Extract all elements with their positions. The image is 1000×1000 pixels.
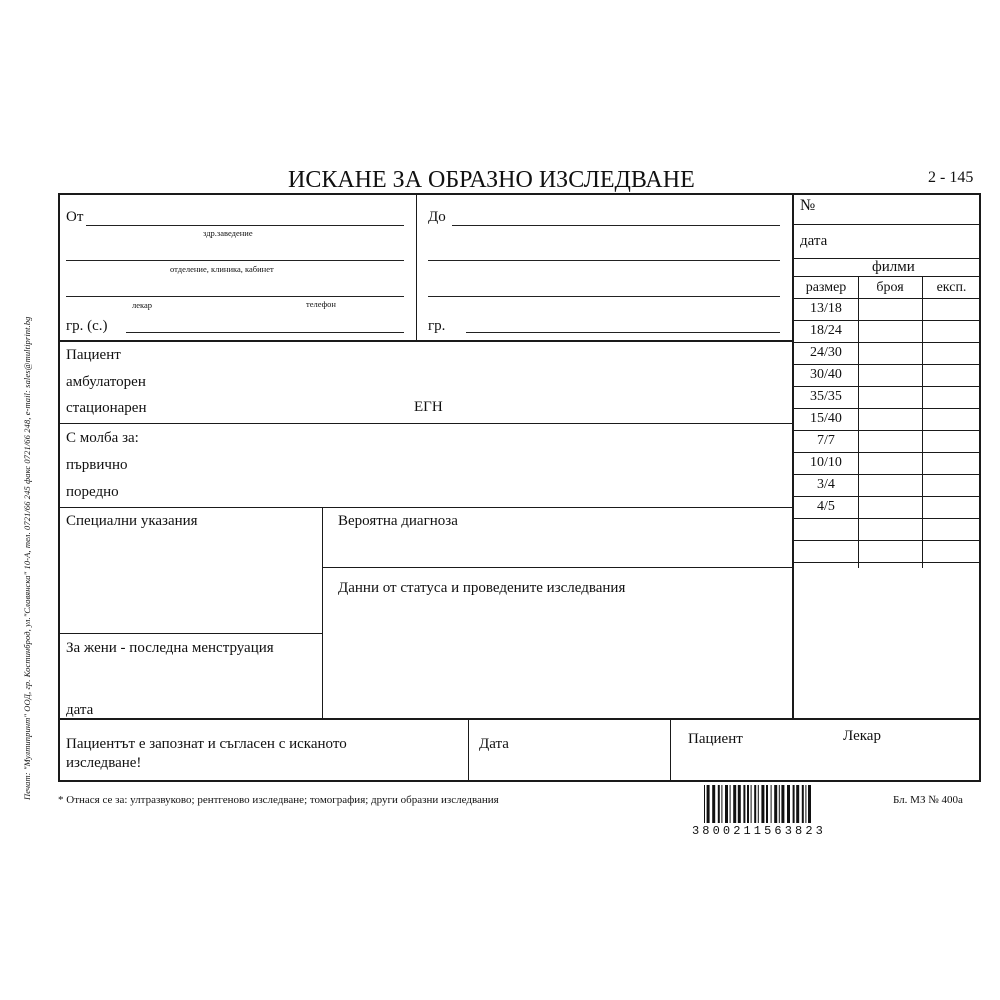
number-label: № (800, 197, 816, 214)
request-label: С молба за: (66, 430, 139, 446)
consent-date-label: Дата (479, 736, 509, 752)
barcode-bar (761, 785, 764, 823)
to-line-2[interactable] (428, 260, 780, 261)
film-size-cell: 24/30 (810, 345, 842, 360)
phone-hint: телефон (306, 299, 336, 309)
film-size-cell: 35/35 (810, 389, 842, 404)
barcode-bar (738, 785, 741, 823)
barcode-bar (707, 785, 710, 823)
consent-patient-label: Пациент (688, 731, 743, 747)
barcode-bar (704, 785, 705, 823)
films-header-exposure: експ. (936, 280, 967, 295)
from-city-line[interactable] (126, 332, 404, 333)
films-row-divider (792, 430, 981, 431)
film-size-cell: 13/18 (810, 301, 842, 316)
doctor-hint: лекар (132, 300, 153, 310)
inpatient-label[interactable]: стационарен (66, 400, 147, 416)
films-title: филми (872, 259, 915, 275)
barcode-bar (781, 785, 784, 823)
barcode-bar (754, 785, 756, 823)
barcode-digits: 3800211563823 (692, 824, 826, 838)
barcode-bar (796, 785, 799, 823)
barcode-bar (805, 785, 806, 823)
barcode-bar (787, 785, 790, 823)
to-line-3[interactable] (428, 296, 780, 297)
barcode-image (704, 785, 922, 823)
from-department-line[interactable] (66, 260, 404, 261)
facility-hint: здр.заведение (203, 228, 253, 238)
to-line-1[interactable] (452, 225, 780, 226)
form-code: 2 - 145 (928, 169, 974, 186)
to-city-line[interactable] (466, 332, 780, 333)
barcode-bar (721, 785, 722, 823)
form-number: Бл. МЗ № 400а (893, 794, 963, 806)
films-row-divider (792, 540, 981, 541)
films-row-divider (792, 518, 981, 519)
repeat-label[interactable]: поредно (66, 484, 119, 500)
status-data-label: Данни от статуса и проведените изследвания (338, 580, 626, 596)
films-header-count: броя (876, 280, 904, 295)
film-size-cell: 4/5 (817, 499, 835, 514)
consent-line-1: Пациентът е запознат и съгласен с исканото (66, 736, 347, 752)
barcode-bar (733, 785, 736, 823)
films-header-size: размер (805, 280, 847, 295)
printer-imprint: Печат: "Мултипринт" ООД, гр. Костинброд, ул."Славянска" 10-А, тел. 0721/66 245 факс 0721/66 248, e-mail: sales@multiprint.bg (22, 316, 32, 800)
to-label: До (428, 209, 446, 225)
ambulatory-label[interactable]: амбулаторен (66, 374, 146, 390)
barcode-bar (751, 785, 752, 823)
barcode-bar (712, 785, 715, 823)
films-row-divider (792, 320, 981, 321)
films-row-divider (792, 386, 981, 387)
barcode-bar (808, 785, 811, 823)
barcode-bar (774, 785, 777, 823)
films-row-divider (792, 342, 981, 343)
from-label: От (66, 209, 84, 225)
women-menstruation-label: За жени - последна менструация (66, 640, 274, 656)
barcode-bar (771, 785, 772, 823)
film-size-cell: 18/24 (810, 323, 842, 338)
films-row-divider (792, 562, 981, 563)
barcode-bar (758, 785, 759, 823)
consent-line-2: изследване! (66, 755, 142, 771)
film-size-cell: 10/10 (810, 455, 842, 470)
from-facility-line[interactable] (86, 225, 404, 226)
films-row-divider (792, 474, 981, 475)
menstruation-date-label: дата (66, 702, 94, 718)
barcode-bar (743, 785, 745, 823)
films-row-divider (792, 496, 981, 497)
patient-label: Пациент (66, 347, 121, 363)
barcode-bar (718, 785, 720, 823)
consent-doctor-label: Лекар (843, 728, 881, 744)
primary-label[interactable]: първично (66, 457, 128, 473)
barcode-bar (779, 785, 780, 823)
register-date-label: дата (800, 233, 828, 249)
barcode-bar (766, 785, 768, 823)
film-size-cell: 7/7 (817, 433, 835, 448)
film-size-cell: 15/40 (810, 411, 842, 426)
films-row-divider (792, 408, 981, 409)
egn-label: ЕГН (414, 399, 443, 415)
probable-diagnosis-label: Вероятна диагноза (338, 513, 458, 529)
barcode-bar (747, 785, 749, 823)
films-row-divider (792, 452, 981, 453)
from-city-label: гр. (с.) (66, 318, 108, 334)
film-size-cell: 3/4 (817, 477, 835, 492)
form-title: ИСКАНЕ ЗА ОБРАЗНО ИЗСЛЕДВАНЕ (288, 167, 695, 193)
department-hint: отделение, клиника, кабинет (170, 264, 274, 274)
barcode-bar (793, 785, 795, 823)
barcode-bar (802, 785, 804, 823)
special-instructions-label: Специални указания (66, 513, 198, 529)
to-city-label: гр. (428, 318, 446, 334)
barcode-bar (725, 785, 728, 823)
film-size-cell: 30/40 (810, 367, 842, 382)
barcode-bar (730, 785, 731, 823)
footer-note: * Отнася се за: ултразвуково; рентгеново изследване; томография; други образни изследвания (58, 794, 499, 806)
from-doctor-line[interactable] (66, 296, 404, 297)
films-row-divider (792, 364, 981, 365)
